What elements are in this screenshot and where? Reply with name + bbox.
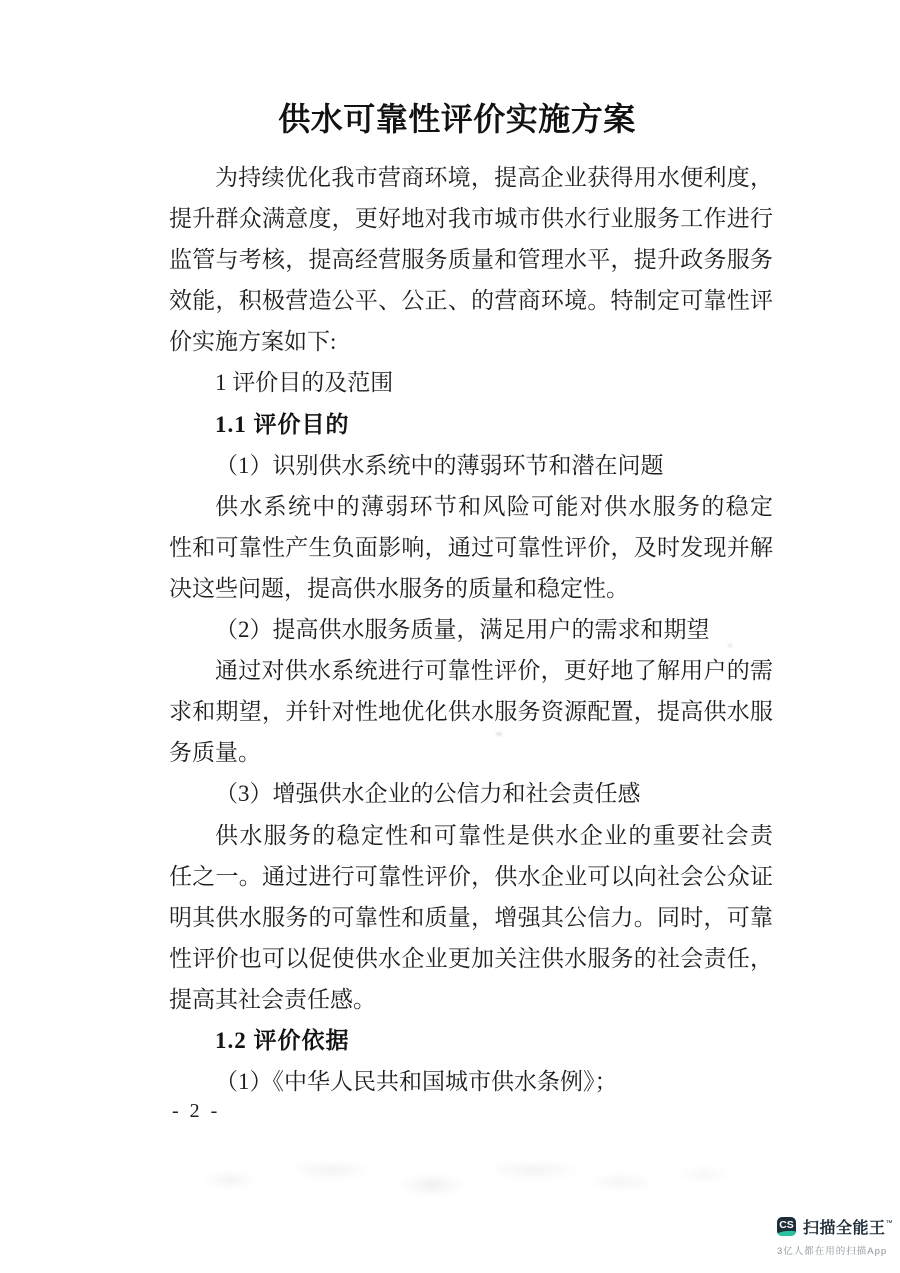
text-line: 性和可靠性产生负面影响，通过可靠性评价，及时发现并解 [169,534,773,560]
text-line: 供水系统中的薄弱环节和风险可能对供水服务的稳定 [215,493,773,519]
text-line: （1）《中华人民共和国城市供水条例》； [215,1069,618,1095]
text-line: 1.1 评价目的 [215,411,350,437]
watermark-tagline: 3亿人都在用的扫描App [777,1246,888,1257]
logo-cs-letters: CS [779,1219,794,1231]
text-line: （2）提高供水服务质量，满足用户的需求和期望 [215,617,710,643]
scan-bleedthrough-artifact [170,1138,780,1218]
page-number: - 2 - [172,1100,221,1122]
camscanner-logo-icon [777,1217,796,1236]
app-name-text: 扫描全能王 [803,1220,886,1237]
text-line: 1 评价目的及范围 [215,370,394,396]
text-line: 任之一。通过进行可靠性评价，供水企业可以向社会公众证 [169,863,773,889]
text-line: 性评价也可以促使供水企业更加关注供水服务的社会责任， [169,945,773,971]
camscanner-watermark [777,1215,893,1257]
watermark-app-name [803,1215,893,1238]
text-line: 通过对供水系统进行可靠性评价，更好地了解用户的需 [215,658,773,684]
trademark-symbol: ™ [885,1220,893,1227]
text-line: 提高其社会责任感。 [169,986,376,1012]
text-line: 价实施方案如下: [169,329,337,355]
text-line: 监管与考核，提高经营服务质量和管理水平，提升政务服务 [169,247,773,273]
text-line: 求和期望，并针对性地优化供水服务资源配置，提高供水服 [169,699,773,725]
document-body [169,157,773,1102]
text-line: 提升群众满意度，更好地对我市城市供水行业服务工作进行 [169,206,773,232]
text-line: 效能，积极营造公平、公正、的营商环境。特制定可靠性评 [169,288,773,314]
watermark-logo-row [777,1215,893,1238]
text-line: 1.2 评价依据 [215,1027,350,1053]
text-line: 明其供水服务的可靠性和质量，增强其公信力。同时，可靠 [169,904,773,930]
text-line: （3）增强供水企业的公信力和社会责任感 [215,781,641,807]
text-line: 供水服务的稳定性和可靠性是供水企业的重要社会责 [215,822,773,848]
text-line: （1）识别供水系统中的薄弱环节和潜在问题 [215,452,664,478]
text-line: 为持续优化我市营商环境，提高企业获得用水便利度， [215,165,773,190]
document-title: 供水可靠性评价实施方案 [278,101,636,137]
text-line: 务质量。 [169,740,261,766]
text-line: 决这些问题，提高供水服务的质量和稳定性。 [169,575,629,601]
